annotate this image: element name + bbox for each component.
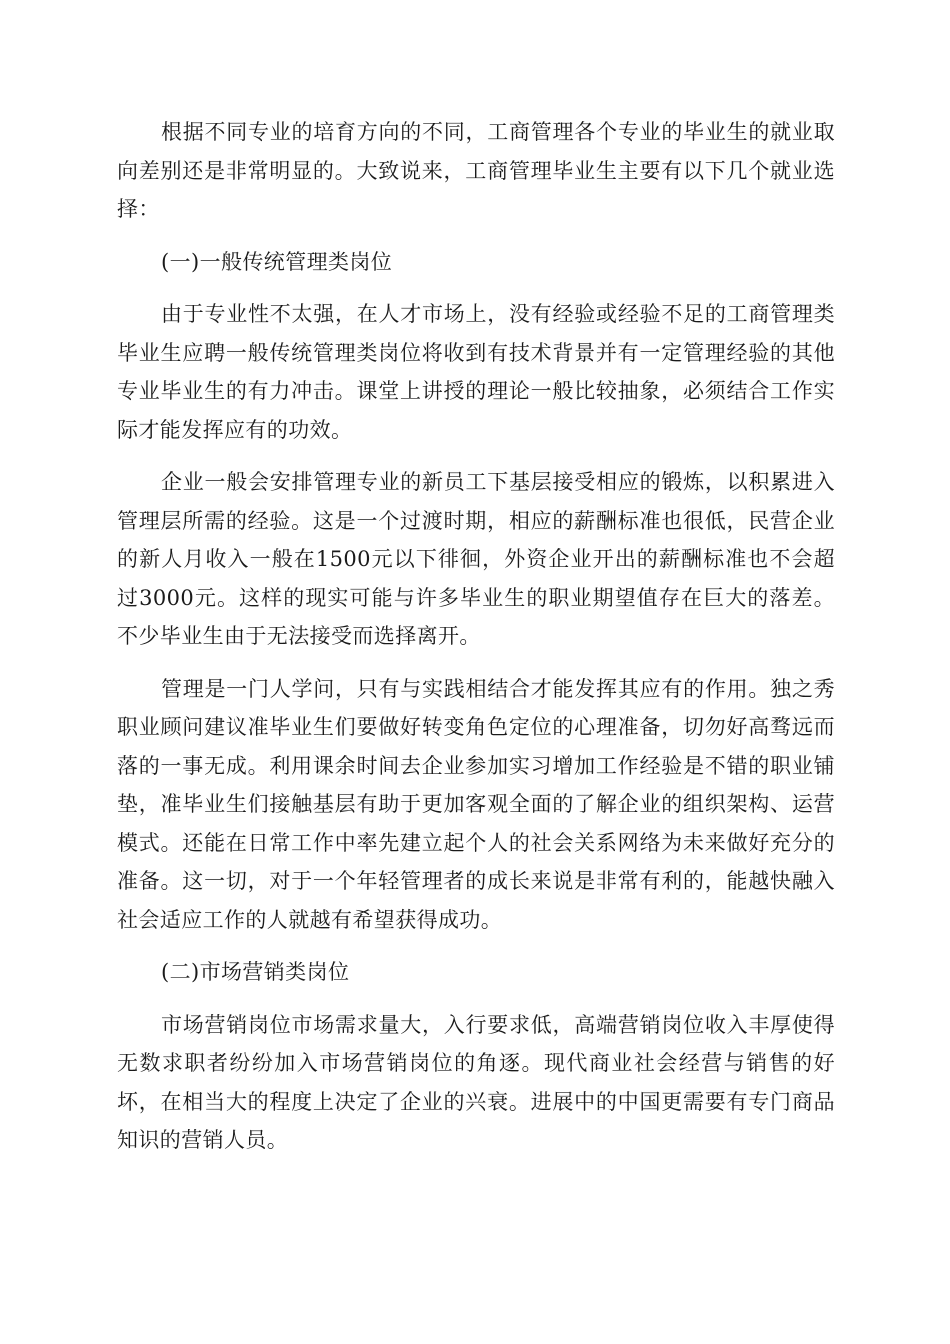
paragraph-career-advice: 管理是一门人学问，只有与实践相结合才能发挥其应有的作用。独之秀职业顾问建议准毕业生们要做好转变角色定位的心理准备，切勿好高骛远而落的一事无成。利用课余时间去企业参加实习增加工作经验是不错的职业铺垫，准毕业生们接触基层有助于更加客观全面的了解企业的组织架构、运营模式。还能在日常工作中率先建立起个人的社会关系网络为未来做好充分的准备。这一切，对于一个年轻管理者的成长来说是非常有利的，能越快融入社会适应工作的人就越有希望获得成功。 xyxy=(117,676,835,932)
paragraph-new-employee-salary: 企业一般会安排管理专业的新员工下基层接受相应的锻炼，以积累进入管理层所需的经验。这是一个过渡时期，相应的薪酬标准也很低，民营企业的新人月收入一般在1500元以下徘徊，外资企业开出的薪酬标准也不会超过3000元。这样的现实可能与许多毕业生的职业期望值存在巨大的落差。不少毕业生由于无法接受而选择离开。 xyxy=(117,470,835,648)
paragraph-traditional-management: 由于专业性不太强，在人才市场上，没有经验或经验不足的工商管理类毕业生应聘一般传统管理类岗位将收到有技术背景并有一定管理经验的其他专业毕业生的有力冲击。课堂上讲授的理论一般比较抽象，必须结合工作实际才能发挥应有的功效。 xyxy=(117,302,835,442)
paragraph-marketing: 市场营销岗位市场需求量大，入行要求低，高端营销岗位收入丰厚使得无数求职者纷纷加入市场营销岗位的角逐。现代商业社会经营与销售的好坏，在相当大的程度上决定了企业的兴衰。进展中的中国更需要有专门商品知识的营销人员。 xyxy=(117,1012,835,1152)
document-body xyxy=(117,113,835,1174)
paragraph-intro: 根据不同专业的培育方向的不同，工商管理各个专业的毕业生的就业取向差别还是非常明显的。大致说来，工商管理毕业生主要有以下几个就业选择： xyxy=(117,120,835,221)
section-heading-traditional-management: (一)一般传统管理类岗位 xyxy=(161,249,393,274)
section-heading-marketing: (二)市场营销类岗位 xyxy=(161,960,350,984)
